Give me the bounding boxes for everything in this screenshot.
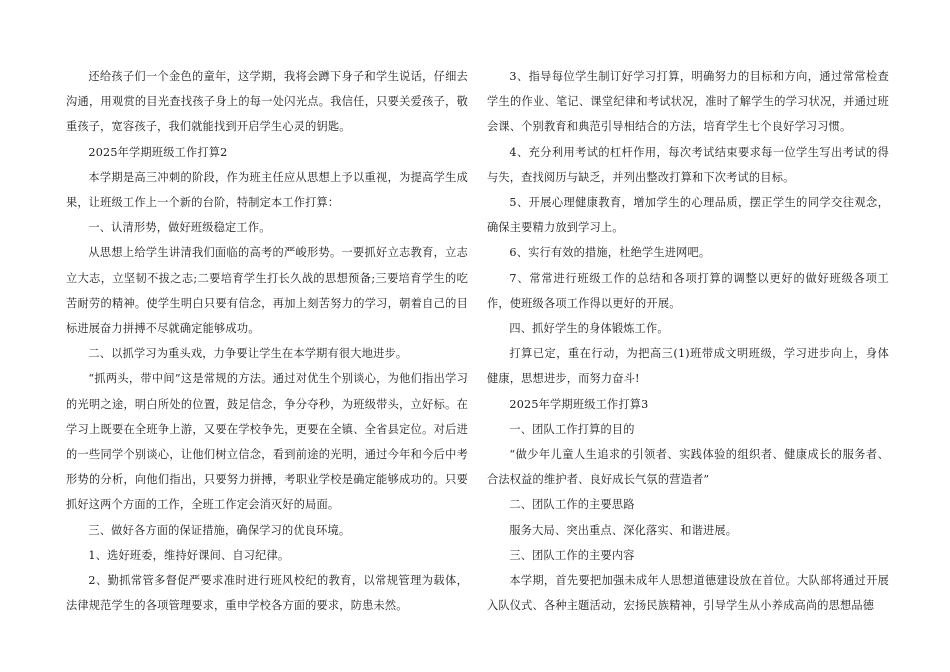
paragraph: 三、做好各方面的保证措施，确保学习的优良环境。 [88, 523, 351, 537]
paragraph: 一、认清形势，做好班级稳定工作。 [88, 221, 271, 235]
paragraph: 从思想上给学生讲清我们面临的高考的严峻形势。一要抓好立志教育，立志立大志，立坚韧不拔之志;二要培育学生打长久战的思想预备;三要培育学生的吃苦耐劳的精神。使学生明白只要有信念，再加上刻苦努力的学习，朝着自己的目标进展奋力拼搏不尽就确定能够成功。 [66, 246, 468, 336]
paragraph: 3、指导每位学生制订好学习打算，明确努力的目标和方向，通过常常检查学生的作业、笔记、课堂纪律和考试状况，准时了解学生的学习状况，并通过班会课、个别教育和典范引导相结合的方法，培育学生七个良好学习习惯。 [487, 70, 889, 134]
paragraph: 服务大局、突出重点、深化落实、和谐进展。 [509, 523, 738, 537]
section-heading: 2025年学期班级工作打算2 [88, 145, 228, 159]
paragraph: 四、抓好学生的身体锻炼工作。 [509, 322, 669, 336]
paragraph: 还给孩子们一个金色的童年，这学期，我将会蹲下身子和学生说话，仔细去沟通，用观赏的目光查找孩子身上的每一处闪光点。我信任，只要关爱孩子，敬重孩子，宽容孩子，我们就能找到开启学生心灵的钥匙。 [66, 70, 468, 134]
paragraph: 4、充分利用考试的杠杆作用，每次考试结束要求每一位学生写出考试的得与失，查找阅历与缺乏，并列出整改打算和下次考试的目标。 [487, 145, 889, 184]
paragraph: 本学期，首先要把加强未成年人思想道德建设放在首位。大队部将通过开展入队仪式、各种主题活动，宏扬民族精神，引导学生从小养成高尚的思想品德 [487, 574, 889, 613]
paragraph: 二、以抓学习为重头戏，力争要让学生在本学期有很大地进步。 [88, 347, 408, 361]
section-heading: 2025年学期班级工作打算3 [509, 397, 649, 411]
paragraph: 1、选好班委，维持好课间、自习纪律。 [88, 548, 290, 562]
paragraph: 5、开展心理健康教育，增加学生的心理品质，摆正学生的同学交往观念，确保主要精力放到学习上。 [487, 196, 889, 235]
paragraph: 三、团队工作的主要内容 [509, 548, 635, 562]
paragraph: 二、团队工作的主要思路 [509, 498, 635, 512]
paragraph: 2、勤抓常管多督促严要求准时进行班风校纪的教育，以常规管理为载体，法律规范学生的各项管理要求，重申学校各方面的要求，防患未然。 [66, 574, 468, 613]
paragraph: 7、常常进行班级工作的总结和各项打算的调整以更好的做好班级各项工作，使班级各项工作得以更好的开展。 [487, 271, 889, 310]
right-column [487, 64, 889, 618]
paragraph: 打算已定，重在行动，为把高三(1)班带成文明班级，学习进步向上，身体健康，思想进步，而努力奋斗! [487, 347, 889, 386]
paragraph: 一、团队工作打算的目的 [509, 422, 635, 436]
paragraph: 6、实行有效的措施，杜绝学生进网吧。 [509, 246, 711, 260]
left-column [66, 64, 468, 618]
paragraph: 本学期是高三冲刺的阶段，作为班主任应从思想上予以重视，为提高学生成果，让班级工作上一个新的台阶，特制定本工作打算： [66, 170, 468, 210]
paragraph: “抓两头，带中间”这是常规的方法。通过对优生个别谈心，为他们指出学习的光明之途，明白所处的位置，鼓足信念，争分夺秒，为班级带头，立好标。在学习上既要在全班争上游，又要在学校争先，更要在全镇、全省县定位。对后进的一些同学个别谈心，让他们树立信念，看到前途的光明，通过今年和今后中考形势的分析，向他们指出，只要努力拼搏，考职业学校是确定能够成功的。只要抓好这两个方面的工作，全班工作定会消灭好的局面。 [66, 372, 468, 512]
paragraph: “做少年儿童人生追求的引领者、实践体验的组织者、健康成长的服务者、合法权益的维护者、良好成长气氛的营造者” [487, 448, 889, 487]
